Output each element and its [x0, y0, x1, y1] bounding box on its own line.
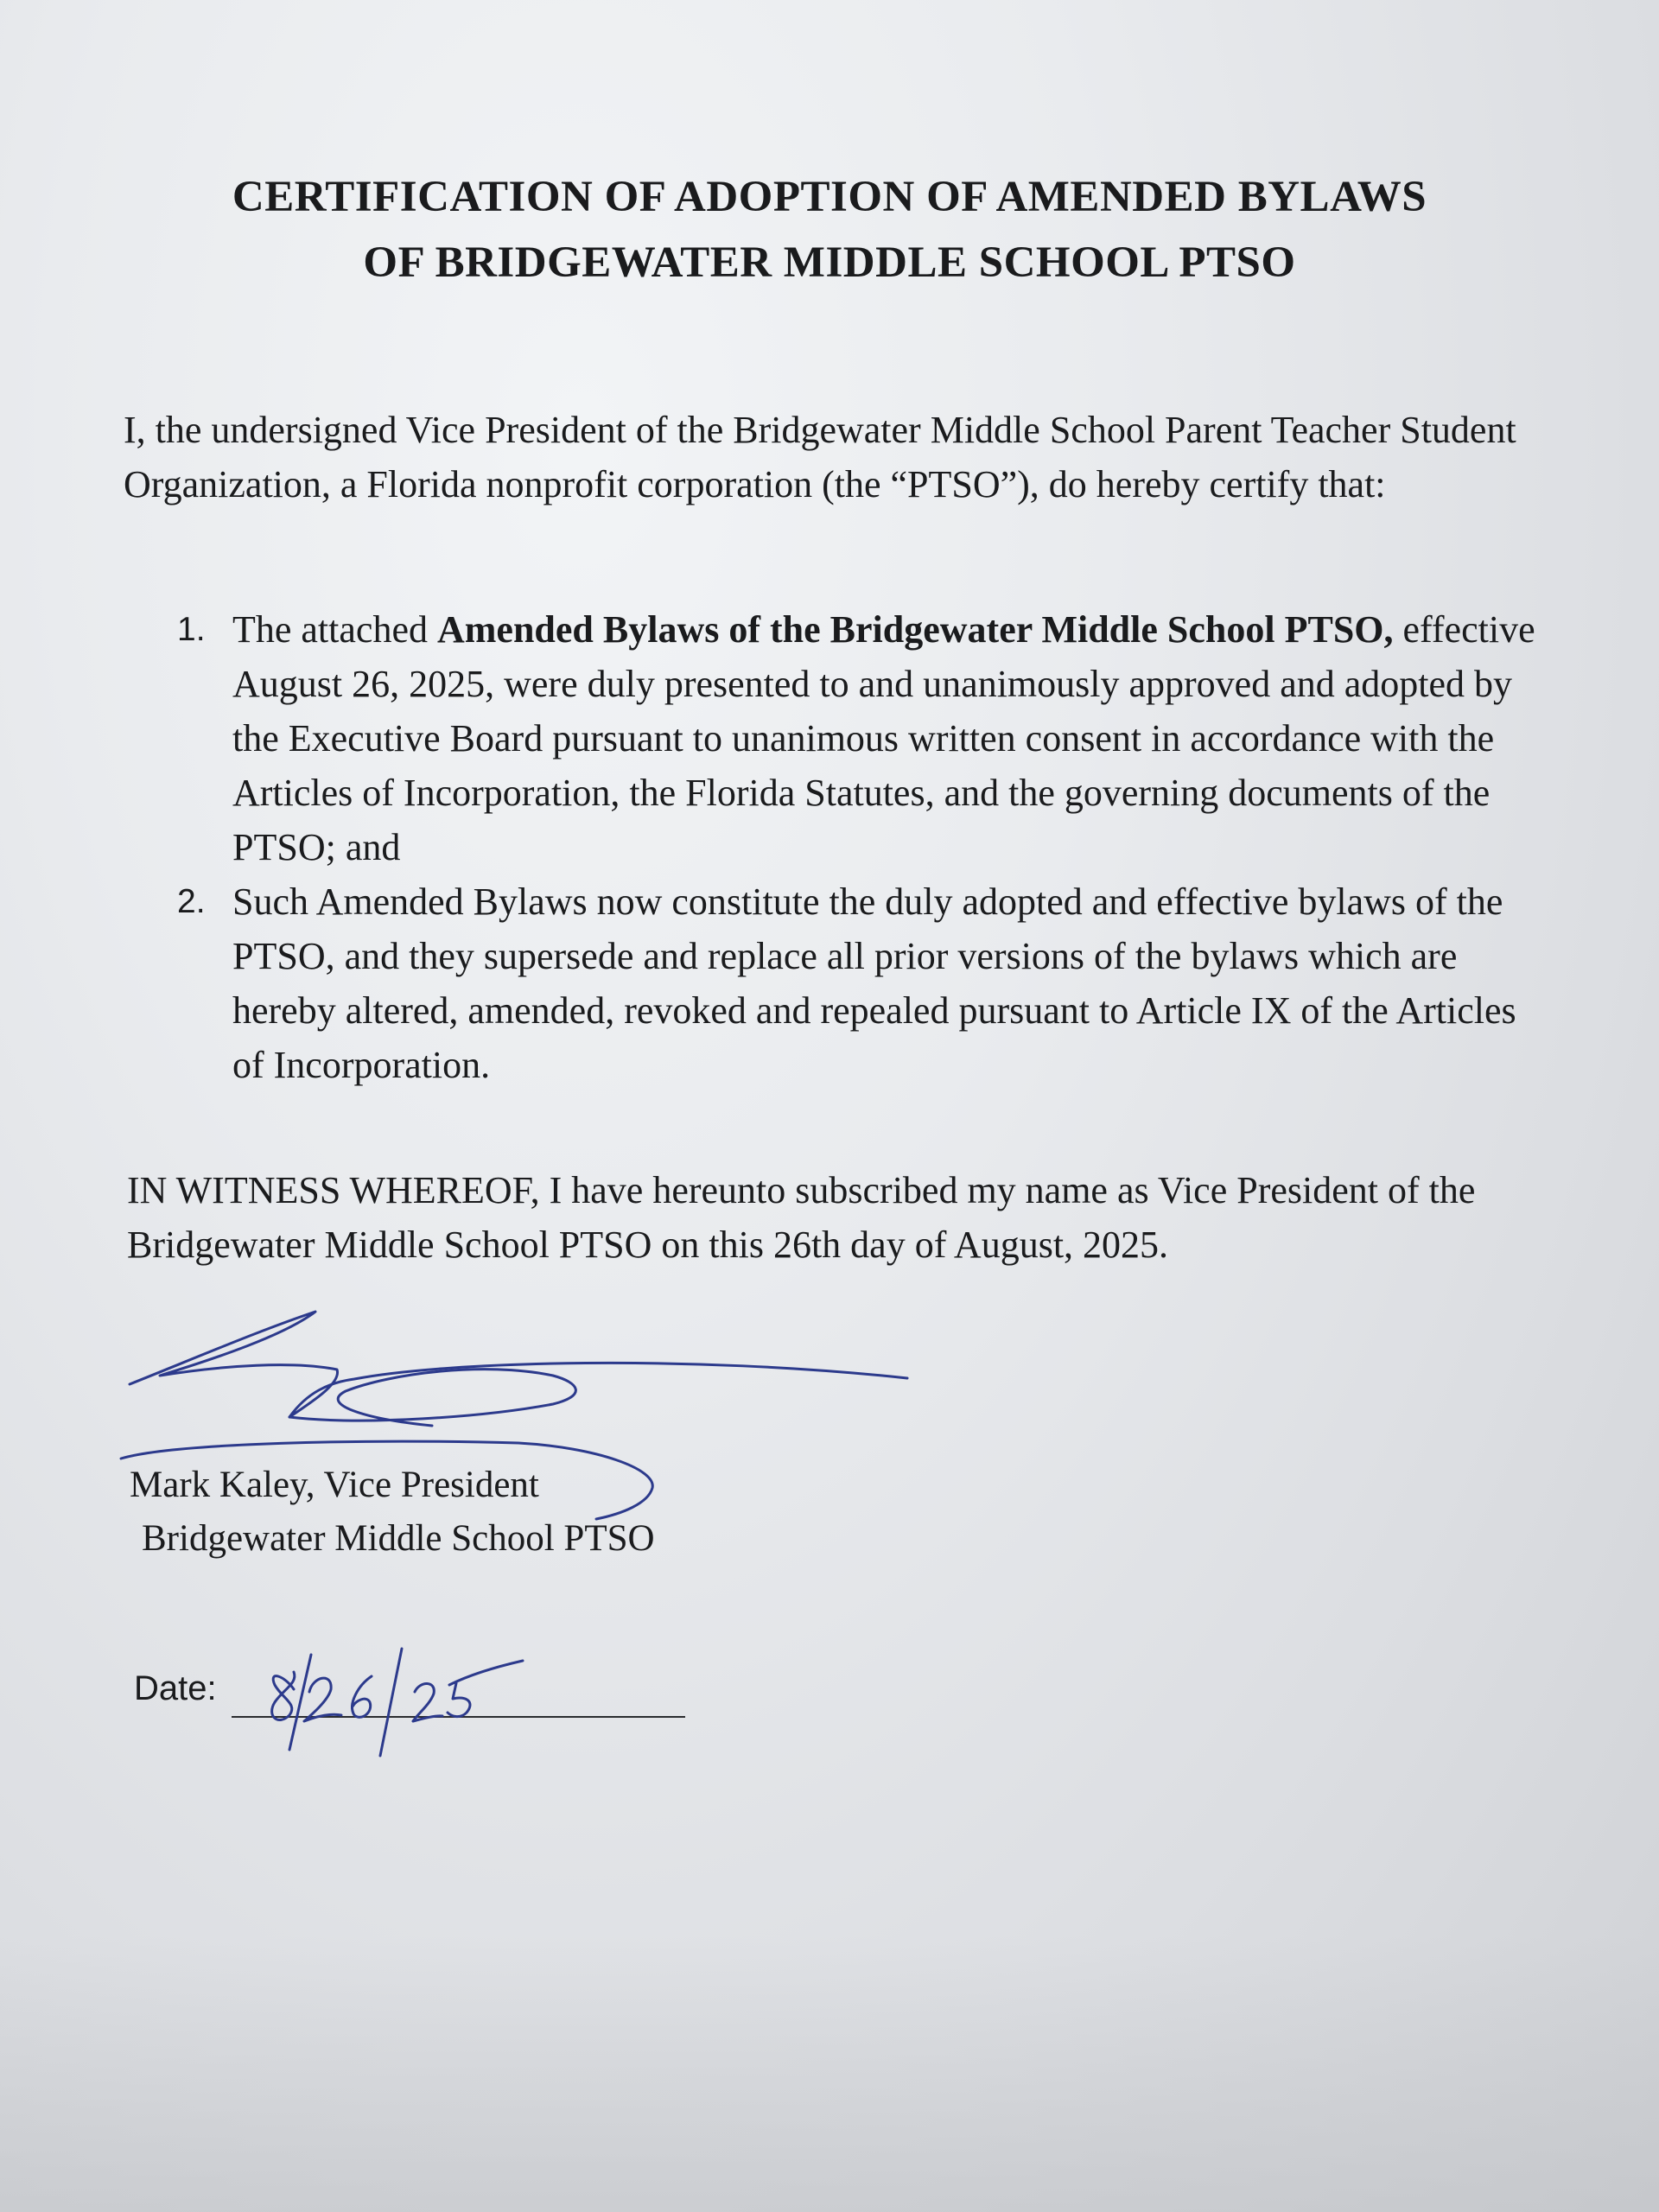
list-item-number: 1.: [177, 611, 206, 648]
title-line-2: OF BRIDGEWATER MIDDLE SCHOOL PTSO: [363, 238, 1296, 287]
signer-org: Bridgewater Middle School PTSO: [142, 1518, 655, 1559]
list-item-lead: The attached: [232, 608, 437, 651]
list-item-number: 2.: [177, 883, 206, 920]
list-item-rest: effective August 26, 2025, were duly presented to and unanimously approved and adopted by the Executive Board pursuant to unanimous written consent in accordance with the Articles of Incorporation, the Florida Statutes, and the governing documents of the PTSO; and: [232, 608, 1535, 868]
signer-name: Mark Kaley, Vice President: [130, 1465, 539, 1505]
list-item-text: Such Amended Bylaws now constitute the duly adopted and effective bylaws of the PTSO, and they supersede and replace all prior versions of the bylaws which are hereby altered, amended, revoked and repealed pursuant to Article IX of the Articles of Incorporation.: [232, 880, 1516, 1086]
intro-paragraph: I, the undersigned Vice President of the Bridgewater Middle School Parent Teacher Student Organization, a Florida nonprofit corporation (the “PTSO”), do hereby certify that:: [124, 409, 1516, 505]
date-label: Date:: [134, 1669, 217, 1707]
document-title: [138, 164, 1521, 296]
witness-paragraph: IN WITNESS WHEREOF, I have hereunto subscribed my name as Vice President of the Bridgewater Middle School PTSO on this 26th day of August, 2025.: [127, 1169, 1476, 1266]
list-item: [177, 602, 1551, 874]
handwritten-date: [272, 1649, 523, 1756]
signer-block: [130, 1459, 655, 1566]
date-line: [232, 1716, 685, 1718]
title-line-1: CERTIFICATION OF ADOPTION OF AMENDED BYLAWS: [232, 173, 1427, 221]
certification-list: [177, 602, 1551, 1092]
list-item: [177, 874, 1551, 1092]
list-item-bold: Amended Bylaws of the Bridgewater Middle School PTSO,: [436, 608, 1394, 651]
